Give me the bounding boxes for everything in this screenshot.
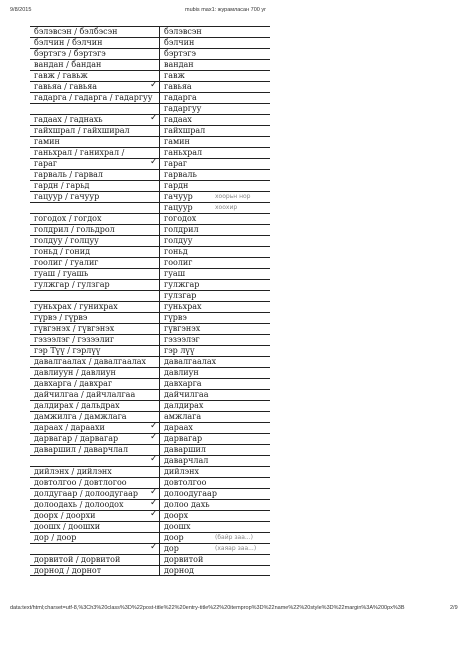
standard-spelling-cell: вандан	[164, 60, 194, 69]
standard-spelling-cell: доошх	[164, 522, 191, 531]
table-row	[30, 565, 270, 576]
standard-spelling-cell: гулжгар	[164, 280, 200, 289]
variant-spelling-cell: дийлэнх / дийлэнх	[30, 467, 160, 477]
table-row	[30, 301, 270, 312]
table-row	[30, 521, 270, 532]
variant-spelling-cell: дамжилга / дамжлага	[30, 412, 160, 422]
table-row	[30, 389, 270, 400]
variant-spelling-cell: гоолиг / гуалиг	[30, 258, 160, 268]
variant-spelling-cell: голдуу / голцуу	[30, 236, 160, 246]
handwritten-note: хоохир	[215, 204, 238, 211]
standard-spelling-cell: гацуур	[164, 203, 193, 212]
header-title: mubis max1: журамласан 700 уг	[185, 7, 267, 13]
standard-spelling-cell: дайчилгаа	[164, 390, 209, 399]
variant-spelling-cell: гүвгэнэх / гүвгэнэх	[30, 324, 160, 334]
standard-spelling-cell: гогодох	[164, 214, 197, 223]
variant-spelling-cell: дараах / дараахи	[30, 423, 160, 433]
table-row	[30, 378, 270, 389]
standard-spelling-cell: дор	[164, 544, 179, 553]
standard-spelling-cell: гавьяа	[164, 82, 192, 91]
variant-spelling-cell	[30, 456, 160, 466]
variant-spelling-cell: доорх / доорхи	[30, 511, 160, 521]
variant-spelling-cell: дорвитой / дорвитой	[30, 555, 160, 565]
variant-spelling-cell: гайхшрал / гайхширал	[30, 126, 160, 136]
standard-spelling-cell: гамин	[164, 137, 190, 146]
variant-spelling-cell: гацуур / гачуур	[30, 192, 160, 202]
header-date: 9/8/2015	[10, 7, 32, 13]
check-mark-icon: ✓	[150, 80, 158, 90]
standard-spelling-cell: гэр лүү	[164, 346, 195, 355]
variant-spelling-cell	[30, 544, 160, 554]
check-mark-icon: ✓	[150, 432, 158, 442]
standard-spelling-cell: гадарга	[164, 93, 197, 102]
variant-spelling-cell: давлиуун / давлиун	[30, 368, 160, 378]
variant-spelling-cell: гарваль / гарвал	[30, 170, 160, 180]
variant-spelling-cell: бэлчин / бэлчин	[30, 38, 160, 48]
table-row	[30, 312, 270, 323]
table-row	[30, 224, 270, 235]
variant-spelling-cell: гоньд / гонид	[30, 247, 160, 257]
standard-spelling-cell: гадаргуу	[164, 104, 202, 113]
variant-spelling-cell: ганьхрал / ганихрал /	[30, 148, 160, 158]
table-row	[30, 26, 270, 37]
variant-spelling-cell: давалгаалах / давалгаалах	[30, 357, 160, 367]
standard-spelling-cell: гараг	[164, 159, 188, 168]
standard-spelling-cell: давлиун	[164, 368, 199, 377]
variant-spelling-cell: гуньхрах / гунихрах	[30, 302, 160, 312]
check-mark-icon: ✓	[150, 421, 158, 431]
variant-spelling-cell: дарвагар / дарвагар	[30, 434, 160, 444]
variant-spelling-cell: дор / доор	[30, 533, 160, 543]
variant-spelling-cell: долдугаар / долоодугаар	[30, 489, 160, 499]
table-row	[30, 213, 270, 224]
standard-spelling-cell: давхарга	[164, 379, 202, 388]
variant-spelling-cell	[30, 104, 160, 114]
standard-spelling-cell: гүрвэ	[164, 313, 187, 322]
table-row	[30, 554, 270, 565]
variant-spelling-cell: голдрил / гольдрол	[30, 225, 160, 235]
standard-spelling-cell: ганьхрал	[164, 148, 203, 157]
variant-spelling-cell: гардн / гарьд	[30, 181, 160, 191]
table-row	[30, 323, 270, 334]
standard-spelling-cell: гарваль	[164, 170, 197, 179]
standard-spelling-cell: долоо дахь	[164, 500, 210, 509]
variant-spelling-cell	[30, 291, 160, 301]
handwritten-note: хоорьн нор	[215, 193, 251, 200]
standard-spelling-cell: бэлэвсэн	[164, 27, 202, 36]
variant-spelling-cell: гавьяа / гавьяа	[30, 82, 160, 92]
check-mark-icon: ✓	[150, 487, 158, 497]
variant-spelling-cell: бэртэгэ / бэртэгэ	[30, 49, 160, 59]
standard-spelling-cell: бэлчин	[164, 38, 195, 47]
variant-spelling-cell: гүрвэ / гүрвэ	[30, 313, 160, 323]
table-row	[30, 92, 270, 103]
variant-spelling-cell: гадарга / гадарга / гадаргуу	[30, 93, 160, 103]
word-table	[30, 26, 270, 575]
variant-spelling-cell: доошх / доошхи	[30, 522, 160, 532]
table-row	[30, 235, 270, 246]
table-row	[30, 180, 270, 191]
standard-spelling-cell: гоолиг	[164, 258, 193, 267]
standard-spelling-cell: гулзгар	[164, 291, 197, 300]
check-mark-icon: ✓	[150, 509, 158, 519]
table-row	[30, 279, 270, 290]
table-row	[30, 257, 270, 268]
variant-spelling-cell: бэлэвсэн / бэлбэсэн	[30, 27, 160, 37]
variant-spelling-cell: далдирах / дальдрах	[30, 401, 160, 411]
footer-url: data:text/html;charset=utf-8,%3Ch3%20class%3D%22post-title%22%20entry-title%22%20itemprop%3D%22name%22%20style%3D%22margin%3A%200px%3B	[10, 605, 405, 611]
standard-spelling-cell: дорнод	[164, 566, 194, 575]
variant-spelling-cell: гэр Түү / гэрлүү	[30, 346, 160, 356]
standard-spelling-cell: гадаах	[164, 115, 192, 124]
variant-spelling-cell: гогодох / гогдох	[30, 214, 160, 224]
table-row	[30, 400, 270, 411]
table-row	[30, 356, 270, 367]
standard-spelling-cell: довтолгоо	[164, 478, 207, 487]
standard-spelling-cell: даваршил	[164, 445, 206, 454]
footer-page-number: 2/9	[450, 605, 458, 611]
standard-spelling-cell: даварчлал	[164, 456, 209, 465]
table-row	[30, 125, 270, 136]
variant-spelling-cell: гэзээлэг / гэзээлиг	[30, 335, 160, 345]
check-mark-icon: ✓	[150, 542, 158, 552]
table-row	[30, 246, 270, 257]
variant-spelling-cell: довтолгоо / довтлогоо	[30, 478, 160, 488]
variant-spelling-cell: даваршил / даварчлал	[30, 445, 160, 455]
variant-spelling-cell: долоодахь / долоодох	[30, 500, 160, 510]
handwritten-note: (байр заа...)	[215, 534, 253, 541]
standard-spelling-cell: дорвитой	[164, 555, 204, 564]
table-row	[30, 59, 270, 70]
variant-spelling-cell: гараг	[30, 159, 160, 169]
table-row	[30, 345, 270, 356]
standard-spelling-cell: доор	[164, 533, 184, 542]
table-row	[30, 37, 270, 48]
table-row	[30, 268, 270, 279]
table-row	[30, 48, 270, 59]
standard-spelling-cell: давалгаалах	[164, 357, 217, 366]
table-row	[30, 136, 270, 147]
standard-spelling-cell: голдуу	[164, 236, 193, 245]
standard-spelling-cell: гүвгэнэх	[164, 324, 201, 333]
standard-spelling-cell: доорх	[164, 511, 189, 520]
standard-spelling-cell: гуаш	[164, 269, 186, 278]
standard-spelling-cell: гачуур	[164, 192, 193, 201]
check-mark-icon: ✓	[150, 498, 158, 508]
variant-spelling-cell: дайчилгаа / дайчлалгаа	[30, 390, 160, 400]
table-row	[30, 334, 270, 345]
check-mark-icon: ✓	[150, 157, 158, 167]
variant-spelling-cell	[30, 203, 160, 213]
table-row	[30, 466, 270, 477]
standard-spelling-cell: дийлэнх	[164, 467, 199, 476]
standard-spelling-cell: далдирах	[164, 401, 204, 410]
standard-spelling-cell: гуньхрах	[164, 302, 202, 311]
variant-spelling-cell: давхарга / давхраг	[30, 379, 160, 389]
variant-spelling-cell: вандан / бандан	[30, 60, 160, 70]
standard-spelling-cell: амжлага	[164, 412, 202, 421]
variant-spelling-cell: гамин	[30, 137, 160, 147]
standard-spelling-cell: гайхшрал	[164, 126, 206, 135]
check-mark-icon: ✓	[150, 113, 158, 123]
variant-spelling-cell: гулжгар / гулзгар	[30, 280, 160, 290]
check-mark-icon: ✓	[150, 454, 158, 464]
variant-spelling-cell: гавж / гавьж	[30, 71, 160, 81]
standard-spelling-cell: дарвагар	[164, 434, 203, 443]
variant-spelling-cell: гуаш / гуашь	[30, 269, 160, 279]
standard-spelling-cell: гоньд	[164, 247, 188, 256]
table-row	[30, 290, 270, 301]
handwritten-note: (хаяар заа...)	[215, 545, 257, 552]
standard-spelling-cell: долоодугаар	[164, 489, 217, 498]
standard-spelling-cell: бэртэгэ	[164, 49, 196, 58]
table-row	[30, 367, 270, 378]
standard-spelling-cell: дараах	[164, 423, 193, 432]
table-row	[30, 169, 270, 180]
standard-spelling-cell: гардн	[164, 181, 189, 190]
standard-spelling-cell: гавж	[164, 71, 185, 80]
variant-spelling-cell: дорнод / дорнот	[30, 566, 160, 575]
standard-spelling-cell: гэзээлэг	[164, 335, 200, 344]
variant-spelling-cell: гадаах / гаднахь	[30, 115, 160, 125]
standard-spelling-cell: голдрил	[164, 225, 199, 234]
